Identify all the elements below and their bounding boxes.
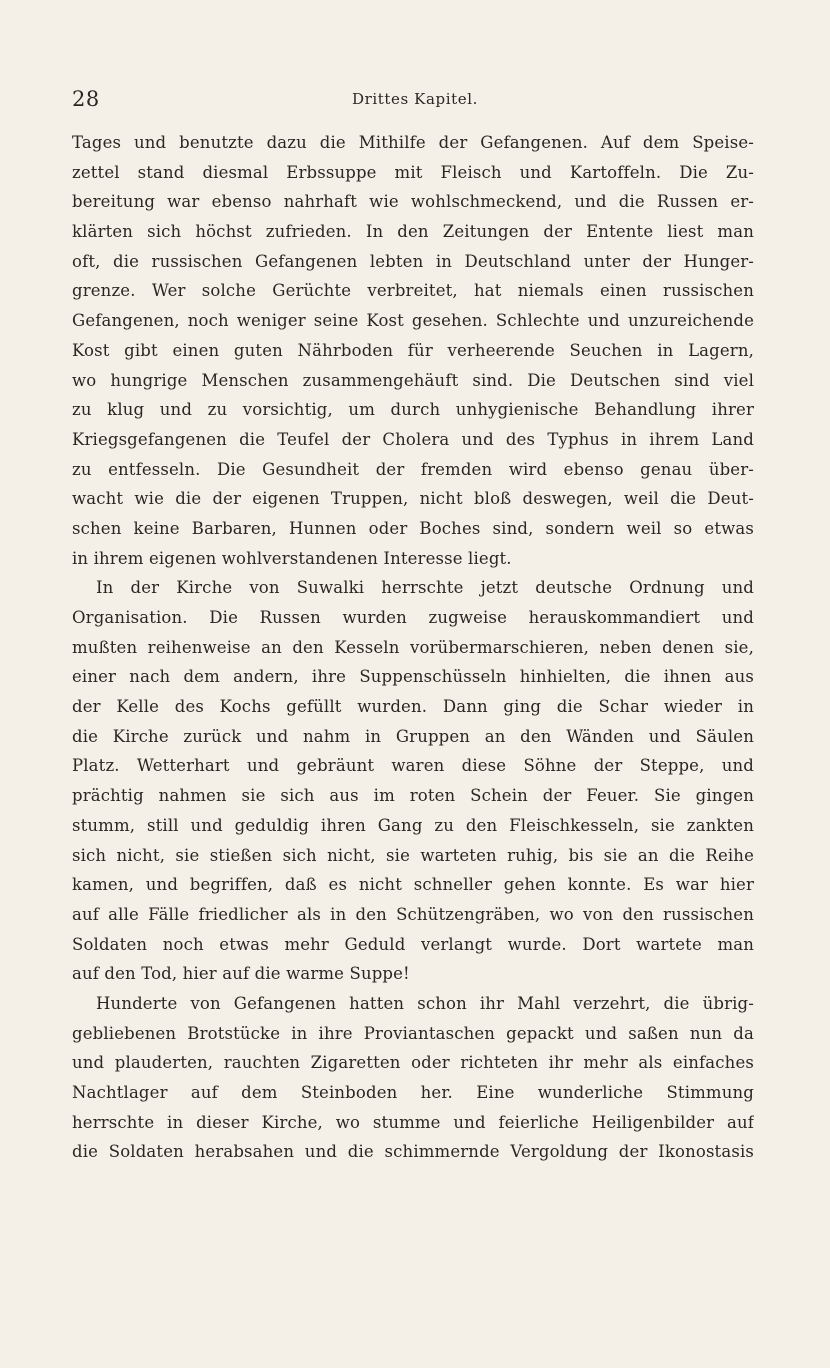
text-line: der Kelle des Kochs gefüllt wurden. Dann ging die Schar wieder in [72, 697, 754, 717]
text-line: gebliebenen Brotstücke in ihre Proviantaschen gepackt und saßen nun da [72, 1023, 754, 1043]
text-line: zu entfesseln. Die Gesundheit der fremden wird ebenso genau über- [72, 459, 754, 479]
text-line: Platz. Wetterhart und gebräunt waren diese Söhne der Steppe, und [72, 756, 754, 776]
text-line: In der Kirche von Suwalki herrschte jetzt deutsche Ordnung und [96, 578, 754, 598]
text-line: herrschte in dieser Kirche, wo stumme und feierliche Heiligenbilder auf [72, 1112, 754, 1132]
text-line: schen keine Barbaren, Hunnen oder Boches sind, sondern weil so etwas [72, 518, 754, 538]
text-line: wacht wie die der eigenen Truppen, nicht bloß deswegen, weil die Deut- [72, 489, 754, 509]
text-line: Kost gibt einen guten Nährboden für verheerende Seuchen in Lagern, [72, 340, 754, 360]
text-line: Hunderte von Gefangenen hatten schon ihr Mahl verzehrt, die übrig- [96, 993, 754, 1013]
text-line: Gefangenen, noch weniger seine Kost gesehen. Schlechte und unzureichende [72, 311, 754, 331]
text-line: sich nicht, sie stießen sich nicht, sie warteten ruhig, bis sie an die Reihe [72, 845, 754, 865]
paragraph [72, 128, 754, 573]
text-line: auf den Tod, hier auf die warme Suppe! [72, 964, 410, 984]
text-line: oft, die russischen Gefangenen lebten in Deutschland unter der Hunger- [72, 251, 754, 271]
text-line: Nachtlager auf dem Steinboden her. Eine wunderliche Stimmung [72, 1083, 754, 1102]
text-line: und plauderten, rauchten Zigaretten oder richteten ihr mehr als einfaches [72, 1053, 754, 1073]
text-line: zettel stand diesmal Erbssuppe mit Fleisch und Kartoffeln. Die Zu- [72, 162, 754, 182]
text-line: wo hungrige Menschen zusammengehäuft sind. Die Deutschen sind viel [72, 370, 754, 390]
text-line: in ihrem eigenen wohlverstandenen Interesse liegt. [72, 548, 512, 568]
text-line: auf alle Fälle friedlicher als in den Schützengräben, wo von den russischen [72, 904, 754, 924]
text-line: mußten reihenweise an den Kesseln vorübermarschieren, neben denen sie, [72, 637, 754, 657]
text-line: prächtig nahmen sie sich aus im roten Schein der Feuer. Sie gingen [72, 786, 754, 806]
text-line: Tages und benutzte dazu die Mithilfe der Gefangenen. Auf dem Speise- [72, 133, 754, 152]
text-line: kamen, und begriffen, daß es nicht schneller gehen konnte. Es war hier [72, 875, 754, 895]
text-line: zu klug und zu vorsichtig, um durch unhygienische Behandlung ihrer [72, 400, 754, 420]
text-line: Soldaten noch etwas mehr Geduld verlangt wurde. Dort wartete man [72, 934, 754, 954]
text-line: klärten sich höchst zufrieden. In den Zeitungen der Entente liest man [72, 222, 754, 242]
body-text [72, 128, 754, 1167]
text-line: stumm, still und geduldig ihren Gang zu den Fleischkesseln, sie zankten [72, 815, 754, 835]
text-line: einer nach dem andern, ihre Suppenschüsseln hinhielten, die ihnen aus [72, 667, 754, 687]
text-line: grenze. Wer solche Gerüchte verbreitet, hat niemals einen russischen [72, 281, 754, 301]
paragraph [72, 573, 754, 989]
text-line: Kriegsgefangenen die Teufel der Cholera und des Typhus in ihrem Land [72, 429, 754, 449]
chapter-title: Drittes Kapitel. [351, 90, 478, 108]
text-line: Organisation. Die Russen wurden zugweise herauskommandiert und [72, 608, 754, 627]
running-head [72, 86, 758, 116]
text-line: die Soldaten herabsahen und die schimmernde Vergoldung der Ikonostasis [72, 1142, 754, 1162]
page-number: 28 [72, 87, 100, 111]
text-line: die Kirche zurück und nahm in Gruppen an den Wänden und Säulen [72, 726, 754, 746]
text-line: bereitung war ebenso nahrhaft wie wohlschmeckend, und die Russen er- [72, 192, 754, 212]
paragraph [72, 989, 754, 1167]
